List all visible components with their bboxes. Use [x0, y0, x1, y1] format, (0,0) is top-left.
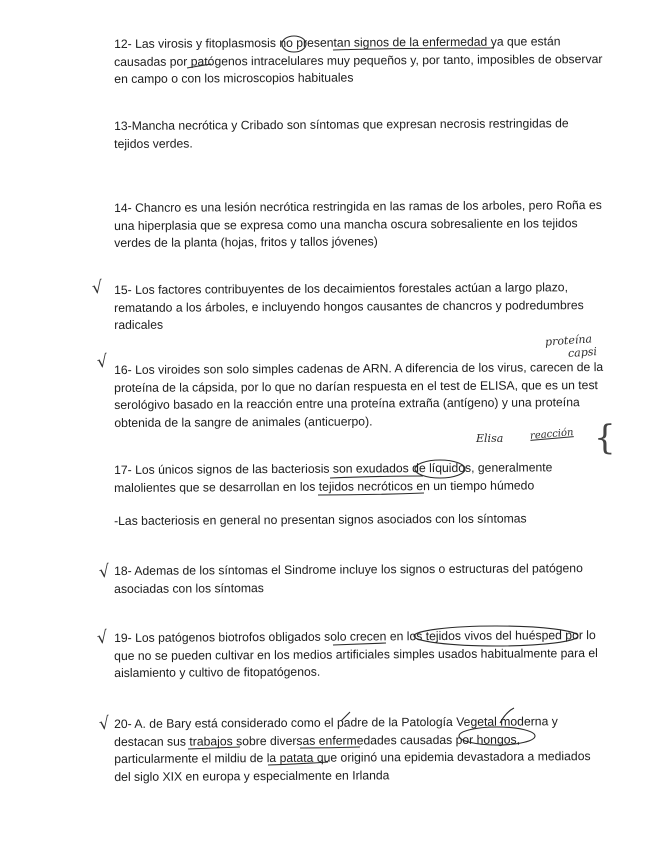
- statement-15: 15- Los factores contribuyentes de los decaimientos forestales actúan a largo plazo, rematando a los árboles, e incluyendo hongos causantes de chancros y podredumbres radicales: [114, 280, 584, 332]
- check-mark-20: √: [97, 713, 112, 735]
- check-mark-15: √: [90, 277, 105, 299]
- statement-17-note: -Las bacteriosis en general no presentan signos asociados con los síntomas: [114, 511, 527, 528]
- check-mark-19: √: [95, 627, 110, 649]
- check-mark-16: √: [95, 351, 110, 373]
- handwritten-brace: {: [594, 418, 616, 458]
- statement-18: 18- Ademas de los síntomas el Sindrome incluye los signos o estructuras del patógeno asociadas con los síntomas: [114, 561, 583, 596]
- handwritten-note-proteina: proteína: [544, 332, 593, 349]
- statement-17: 17- Los únicos signos de las bacteriosis son exudados de líquidos, generalmente malolientes que se desarrollan en los tejidos necróticos en un tiempo húmedo: [114, 460, 553, 495]
- statement-13: 13-Mancha necrótica y Cribado son síntomas que expresan necrosis restringidas de tejidos verdes.: [114, 116, 569, 151]
- statement-14: 14- Chancro es una lesión necrótica restringida en las ramas de los arboles, pero Roña es una hiperplasia que se expresa como una mancha oscura sobresaliente en los tejidos verdes de la planta (hojas, fritos y tallos jóvenes): [114, 198, 602, 250]
- statement-12: 12- Las virosis y fitoplasmosis no presentan signos de la enfermedad ya que están causadas por patógenos intracelulares muy pequeños y, por tanto, imposibles de observar en campo o con los microscopios habituales: [114, 34, 603, 86]
- check-mark-18: √: [97, 561, 112, 583]
- handwritten-note-capsi: capsi: [567, 345, 598, 360]
- statement-20: 20- A. de Bary está considerado como el padre de la Patología Vegetal moderna y destacan sus trabajos sobre diversas enfermedades causadas por hongos, particularmente el mildiu de la patata que originó una epidemia devastadora a mediados del siglo XIX en europa y especialmente en Irlanda: [114, 714, 591, 784]
- handwritten-note-elisa: Elisa: [476, 432, 504, 445]
- statement-16: 16- Los viroides son solo simples cadenas de ARN. A diferencia de los virus, carecen de la proteína de la cápsida, por lo que no darían respuesta en el test de ELISA, que es un test serológivo basado en la reacción entre una proteína extraña (antígeno) y una proteína obtenida de la sangre de animales (anticuerpo).: [114, 360, 604, 430]
- handwritten-note-reaccion: reacción: [529, 427, 574, 442]
- statement-19: 19- Los patógenos biotrofos obligados solo crecen en los tejidos vivos del huésped por lo que no se pueden cultivar en los medios artificiales simples usados habitualmente para el aislamiento y cultivo de fitopatógenos.: [114, 628, 598, 680]
